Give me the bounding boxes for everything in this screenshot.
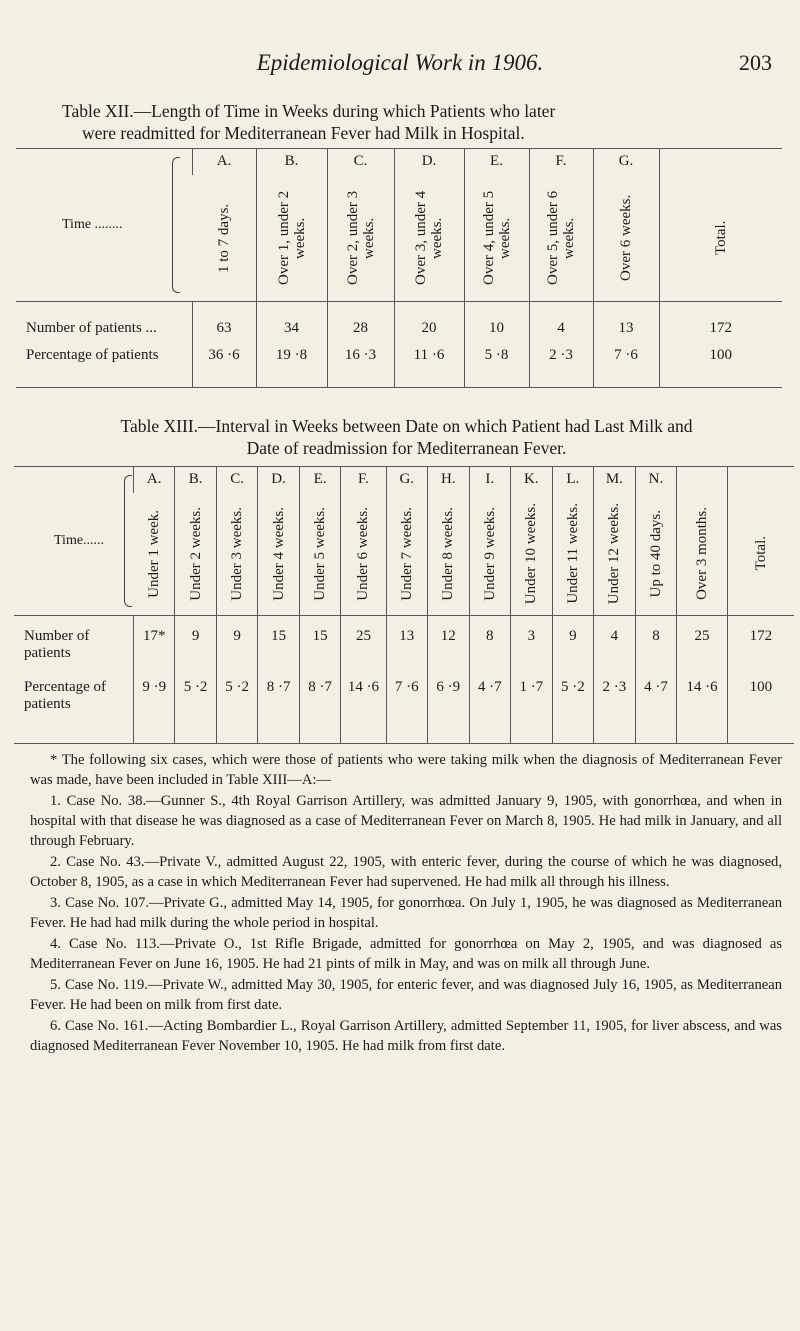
table13-cell: 4 ·7 [635, 675, 677, 743]
table12-col-header: Over 3, under 4 weeks. [394, 175, 464, 301]
table12-time-cell [16, 149, 192, 301]
table12-cell: 2 ·3 [529, 341, 593, 387]
table13-cell: 5 ·2 [175, 675, 217, 743]
table13-col-header: Up to 40 days. [635, 493, 677, 615]
table12-time-label: Time ........ [62, 216, 123, 232]
table13-col-letter: F. [341, 467, 386, 493]
footnote-case: 6. Case No. 161.—Acting Bombardier L., Royal Garrison Artillery, admitted September 11, 1905, for liver abscess, and was diagnosed Mediterranean Fever November 10, 1905. He had milk from first date. [30, 1018, 782, 1054]
table13-cell: 15 [299, 615, 341, 675]
table13-cell: 4 ·7 [469, 675, 511, 743]
table12-col-header: 1 to 7 days. [215, 202, 232, 273]
table13-time-cell [14, 467, 134, 615]
footnote-case: 5. Case No. 119.—Private W., admitted May 30, 1905, for enteric fever, and was diagnosed July 16, 1905, as Mediterranean Fever. He had been on milk from first date. [30, 977, 782, 1013]
table13-col-letter: M. [594, 467, 636, 493]
table13-cell: 9 [216, 615, 258, 675]
table12-cell: 7 ·6 [593, 341, 659, 387]
table13-cell: 14 ·6 [677, 675, 728, 743]
table12-col-header: Over 6 weeks. [593, 175, 659, 301]
table12-col-letter: G. [593, 149, 659, 175]
table13-row-label: Number of patients [24, 627, 90, 661]
running-head-title: Epidemiological Work in 1906. [256, 50, 544, 75]
table13-col-letter: H. [428, 467, 470, 493]
table12-col-header: Over 4, under 5 weeks. [464, 175, 529, 301]
table13-cell: 25 [677, 615, 728, 675]
table13-col-header: Total. [727, 493, 794, 615]
table13-cell: 15 [258, 615, 300, 675]
table13-caption [14, 415, 799, 459]
table12-letter-row [16, 149, 782, 175]
table13-col-letter: E. [299, 467, 341, 493]
table13-col-letter: N. [635, 467, 677, 493]
table12-cell: 34 [256, 301, 327, 341]
table13-col-letter: I. [469, 467, 511, 493]
running-head [0, 50, 800, 80]
table12-col-header: Over 5, under 6 weeks. [529, 175, 593, 301]
table13-col-header: Under 12 weeks. [594, 493, 636, 615]
table13-cell: 9 [552, 615, 594, 675]
table12-cell: 11 ·6 [394, 341, 464, 387]
footnote-case: 2. Case No. 43.—Private V., admitted August 22, 1905, with enteric fever, during the course of which he was diagnosed, October 8, 1905, as a case in which Mediterranean Fever had supervened. He had milk all through his illness. [30, 854, 782, 890]
table13-cell: 2 ·3 [594, 675, 636, 743]
table13-cell: 8 ·7 [258, 675, 300, 743]
footnote-case: 3. Case No. 107.—Private G., admitted May 14, 1905, for gonorrhœa. On July 1, 1905, he was diagnosed as Mediterranean Fever. He had had milk during the whole period in hospital. [30, 895, 782, 931]
brace [172, 157, 180, 293]
table13-cell: 13 [386, 615, 428, 675]
table13-caption-line2: Date of readmission for Mediterranean Fever. [246, 438, 567, 458]
table13-col-letter [727, 467, 794, 493]
table13-cell: 7 ·6 [386, 675, 428, 743]
page-number: 203 [739, 50, 772, 75]
table13-col-header: Under 7 weeks. [386, 493, 428, 615]
table13-col-header: Under 3 weeks. [216, 493, 258, 615]
table12-cell: 5 ·8 [464, 341, 529, 387]
table13-row-label: Percentage of patients [24, 679, 107, 712]
table13-col-header: Under 9 weeks. [469, 493, 511, 615]
table12-caption-line2: were readmitted for Mediterranean Fever had Milk in Hospital. [82, 123, 525, 143]
table13-caption-line1: Table XIII.—Interval in Weeks between Date on which Patient had Last Milk and [120, 416, 693, 436]
table13-col-letter: C. [216, 467, 258, 493]
table12-col-header: Over 2, under 3 weeks. [327, 175, 394, 301]
table12-col-letter: D. [394, 149, 464, 175]
table12-row-number [16, 301, 782, 341]
table12 [16, 148, 782, 388]
table13-row-number [14, 615, 794, 675]
table13-col-letter: D. [258, 467, 300, 493]
table13-cell: 17* [134, 615, 175, 675]
table13-col-letter [677, 467, 728, 493]
footnotes [30, 750, 782, 1057]
table12-row-label: Percentage of patients [26, 347, 159, 363]
table13-cell: 5 ·2 [216, 675, 258, 743]
table13-col-header: Under 10 weeks. [511, 493, 553, 615]
table12-cell: 13 [593, 301, 659, 341]
table12-col-letter: F. [529, 149, 593, 175]
table13-cell: 4 [594, 615, 636, 675]
table13-cell: 8 ·7 [299, 675, 341, 743]
table12-cell: 16 ·3 [327, 341, 394, 387]
table13-row-percentage [14, 675, 794, 743]
table13-cell: 172 [727, 615, 794, 675]
table13-letter-row [14, 467, 794, 493]
table13-col-header: Under 2 weeks. [175, 493, 217, 615]
table12-caption [62, 100, 762, 144]
footnote-intro: * The following six cases, which were those of patients who were taking milk when the diagnosis of Mediterranean Fever was made, have been included in Table XIII—A:— [30, 752, 782, 788]
table12-col-header: Over 1, under 2 weeks. [256, 175, 327, 301]
table12-cell: 100 [659, 341, 782, 387]
table12-cell: 19 ·8 [256, 341, 327, 387]
table13-cell: 100 [727, 675, 794, 743]
table12-cell: 172 [659, 301, 782, 341]
table13-col-header: Under 5 weeks. [299, 493, 341, 615]
table12-col-letter: A. [192, 149, 256, 175]
table12-cell: 20 [394, 301, 464, 341]
table13-cell: 6 ·9 [428, 675, 470, 743]
brace [124, 475, 132, 607]
table13-cell: 8 [469, 615, 511, 675]
table13-col-letter: B. [175, 467, 217, 493]
table13-cell: 1 ·7 [511, 675, 553, 743]
table13-col-header: Under 8 weeks. [428, 493, 470, 615]
table12-caption-line1: Table XII.—Length of Time in Weeks during which Patients who later [62, 101, 556, 121]
table13-cell: 3 [511, 615, 553, 675]
table13-col-letter: L. [552, 467, 594, 493]
table12-col-letter: B. [256, 149, 327, 175]
table13-col-header: Under 11 weeks. [552, 493, 594, 615]
footnote-case: 4. Case No. 113.—Private O., 1st Rifle Brigade, admitted for gonorrhœa on May 2, 1905, and was diagnosed as Mediterranean Fever on June 16, 1905. He had 21 pints of milk in May, and was on milk all through June. [30, 936, 782, 972]
table13-cell: 14 ·6 [341, 675, 386, 743]
table12-col-letter: C. [327, 149, 394, 175]
table12-col-letter: E. [464, 149, 529, 175]
table12-cell: 63 [192, 301, 256, 341]
table12-row-label: Number of patients ... [26, 320, 157, 336]
table13-cell: 5 ·2 [552, 675, 594, 743]
table13-cell: 8 [635, 615, 677, 675]
table13 [14, 466, 794, 744]
table13-col-letter: K. [511, 467, 553, 493]
table13-cell: 9 [175, 615, 217, 675]
table13-col-header: Under 4 weeks. [258, 493, 300, 615]
footnote-case: 1. Case No. 38.—Gunner S., 4th Royal Garrison Artillery, was admitted January 9, 1905, with gonorrhœa, and when in hospital with that disease he was diagnosed as a case of Mediterranean Fever on March 8, 1905. He had milk in January, and all through February. [30, 793, 782, 849]
table13-col-header: Under 1 week. [145, 509, 162, 598]
table13-time-label: Time...... [54, 532, 105, 548]
table13-col-header: Over 3 months. [677, 493, 728, 615]
table13-cell: 25 [341, 615, 386, 675]
table13-col-letter: A. [134, 467, 175, 493]
table13-cell: 9 ·9 [134, 675, 175, 743]
table13-col-letter: G. [386, 467, 428, 493]
table12-col-header: Total. [659, 175, 782, 301]
table12-cell: 10 [464, 301, 529, 341]
table13-cell: 12 [428, 615, 470, 675]
table12-cell: 4 [529, 301, 593, 341]
table12-cell: 28 [327, 301, 394, 341]
table12-col-letter [659, 149, 782, 175]
table12-cell: 36 ·6 [192, 341, 256, 387]
table13-col-header: Under 6 weeks. [341, 493, 386, 615]
table12-row-percentage [16, 341, 782, 387]
